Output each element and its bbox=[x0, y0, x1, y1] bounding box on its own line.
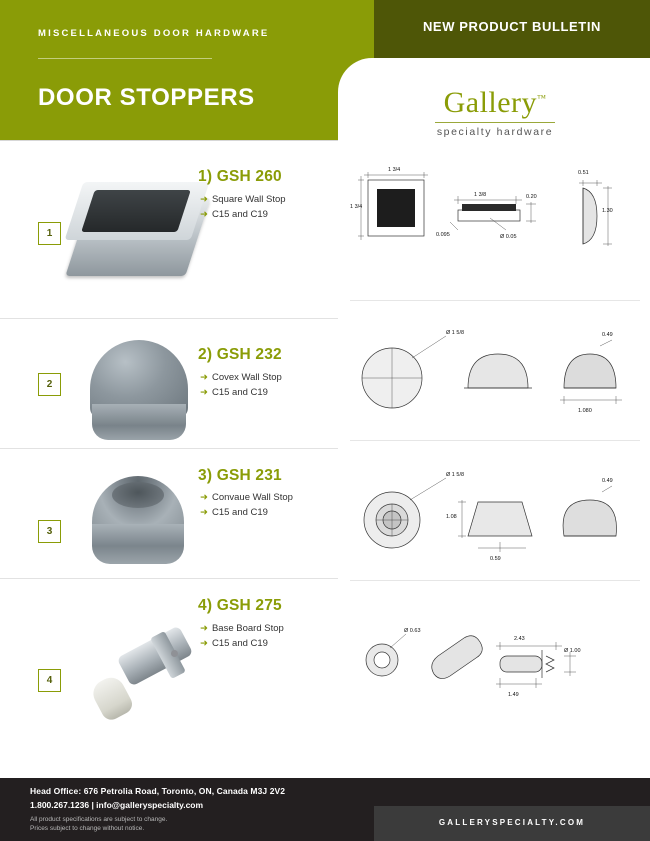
website-bar bbox=[374, 806, 650, 841]
product-1-bullet-1 bbox=[200, 194, 286, 205]
footer-contact-block bbox=[30, 786, 285, 833]
product-title-1: 1) GSH 260 bbox=[198, 168, 282, 185]
drawing-3-dim-4: 0.59 bbox=[490, 556, 501, 562]
drawing-4-dim-2: 2.43 bbox=[514, 636, 525, 642]
drawing-1 bbox=[350, 160, 640, 270]
product-title-3: 3) GSH 231 bbox=[198, 467, 282, 484]
header-band bbox=[0, 0, 374, 140]
top-divider bbox=[0, 140, 338, 141]
drawing-1-dim-7: 0.51 bbox=[578, 170, 589, 176]
product-divider-3 bbox=[0, 578, 338, 579]
logo-divider bbox=[435, 122, 555, 123]
product-3-bullet-2 bbox=[200, 507, 268, 518]
website-label: GALLERYSPECIALTY.COM bbox=[438, 818, 586, 827]
product-number-4: 4 bbox=[38, 669, 61, 692]
drawing-1-dim-2: 1 3/4 bbox=[350, 204, 363, 210]
drawing-2 bbox=[350, 326, 640, 426]
logo-wordmark bbox=[444, 86, 547, 120]
product-number-1: 1 bbox=[38, 222, 61, 245]
product-photo-3-recess bbox=[112, 482, 164, 508]
page-title: DOOR STOPPERS bbox=[38, 84, 255, 111]
product-4-bullet-2 bbox=[200, 638, 268, 649]
drawing-3-dim-2: 1.08 bbox=[446, 514, 457, 520]
drawing-1-dim-5: 0.095 bbox=[436, 232, 450, 238]
product-divider-2 bbox=[0, 448, 338, 449]
drawing-4 bbox=[350, 612, 640, 722]
product-photo-4-screw bbox=[171, 650, 178, 657]
footer-disclaimer-2: Prices subject to change without notice. bbox=[30, 825, 145, 832]
drawing-3 bbox=[350, 462, 640, 567]
product-4-bullet-2-text: C15 and C19 bbox=[211, 638, 268, 649]
drawing-2-dim-1: Ø 1 5/8 bbox=[446, 330, 465, 336]
logo-name: Gallery bbox=[443, 86, 538, 119]
product-photo-3-base bbox=[92, 524, 184, 564]
drawing-1-dim-1: 1 3/4 bbox=[388, 167, 401, 173]
logo bbox=[430, 86, 560, 138]
drawing-2-dim-3: 1.080 bbox=[578, 408, 592, 414]
drawing-1-dim-4: 0.20 bbox=[526, 194, 537, 200]
arrow-icon: ➜ bbox=[200, 209, 208, 220]
drawing-4-dim-4: 1.49 bbox=[508, 692, 519, 698]
drawing-3-dim-3: 0.49 bbox=[602, 478, 613, 484]
product-2-bullet-1-text: Covex Wall Stop bbox=[211, 372, 282, 383]
product-3-bullet-1 bbox=[200, 492, 293, 503]
product-number-2: 2 bbox=[38, 373, 61, 396]
product-2-bullet-2 bbox=[200, 387, 268, 398]
product-1-bullet-1-text: Square Wall Stop bbox=[211, 194, 286, 205]
drawing-1-dim-6: Ø 0.05 bbox=[500, 234, 517, 240]
drawing-2-dim-2: 0.49 bbox=[602, 332, 613, 338]
header-rule bbox=[38, 58, 212, 59]
logo-tagline: specialty hardware bbox=[436, 126, 554, 138]
arrow-icon: ➜ bbox=[200, 372, 208, 383]
product-title-4: 4) GSH 275 bbox=[198, 597, 282, 614]
product-2-bullet-2-text: C15 and C19 bbox=[211, 387, 268, 398]
arrow-icon: ➜ bbox=[200, 638, 208, 649]
product-3-bullet-2-text: C15 and C19 bbox=[211, 507, 268, 518]
arrow-icon: ➜ bbox=[200, 507, 208, 518]
product-3-bullet-1-text: Convaue Wall Stop bbox=[211, 492, 293, 503]
product-4-bullet-1 bbox=[200, 623, 284, 634]
arrow-icon: ➜ bbox=[200, 194, 208, 205]
header-kicker: MISCELLANEOUS DOOR HARDWARE bbox=[38, 28, 270, 39]
drawing-1-dim-8: 1.30 bbox=[602, 208, 613, 214]
drawing-1-dim-3: 1 3/8 bbox=[474, 192, 487, 198]
drawing-divider-1 bbox=[350, 300, 640, 301]
product-number-3: 3 bbox=[38, 520, 61, 543]
footer-disclaimer-1: All product specifications are subject to change. bbox=[30, 816, 168, 823]
arrow-icon: ➜ bbox=[200, 387, 208, 398]
product-title-2: 2) GSH 232 bbox=[198, 346, 282, 363]
product-4-bullet-1-text: Base Board Stop bbox=[211, 623, 284, 634]
bulletin-banner bbox=[374, 0, 650, 58]
product-divider-1 bbox=[0, 318, 338, 319]
drawing-divider-3 bbox=[350, 580, 640, 581]
product-photo-1-pad bbox=[81, 190, 191, 232]
logo-tm: ™ bbox=[537, 93, 547, 103]
bulletin-label: NEW PRODUCT BULLETIN bbox=[422, 19, 602, 34]
product-photo-2-base bbox=[92, 404, 186, 440]
arrow-icon: ➜ bbox=[200, 623, 208, 634]
footer-address: Head Office: 676 Petrolia Road, Toronto, ON, Canada M3J 2V2 bbox=[30, 786, 286, 796]
arrow-icon: ➜ bbox=[200, 492, 208, 503]
drawing-divider-2 bbox=[350, 440, 640, 441]
product-2-bullet-1 bbox=[200, 372, 282, 383]
drawing-3-dim-1: Ø 1 5/8 bbox=[446, 472, 465, 478]
drawing-4-dim-3: Ø 1.00 bbox=[564, 648, 581, 654]
footer-contact: 1.800.267.1236 | info@galleryspecialty.com bbox=[30, 800, 204, 810]
drawing-4-dim-1: Ø 0.63 bbox=[404, 628, 421, 634]
product-1-bullet-2-text: C15 and C19 bbox=[211, 209, 268, 220]
product-1-bullet-2 bbox=[200, 209, 268, 220]
